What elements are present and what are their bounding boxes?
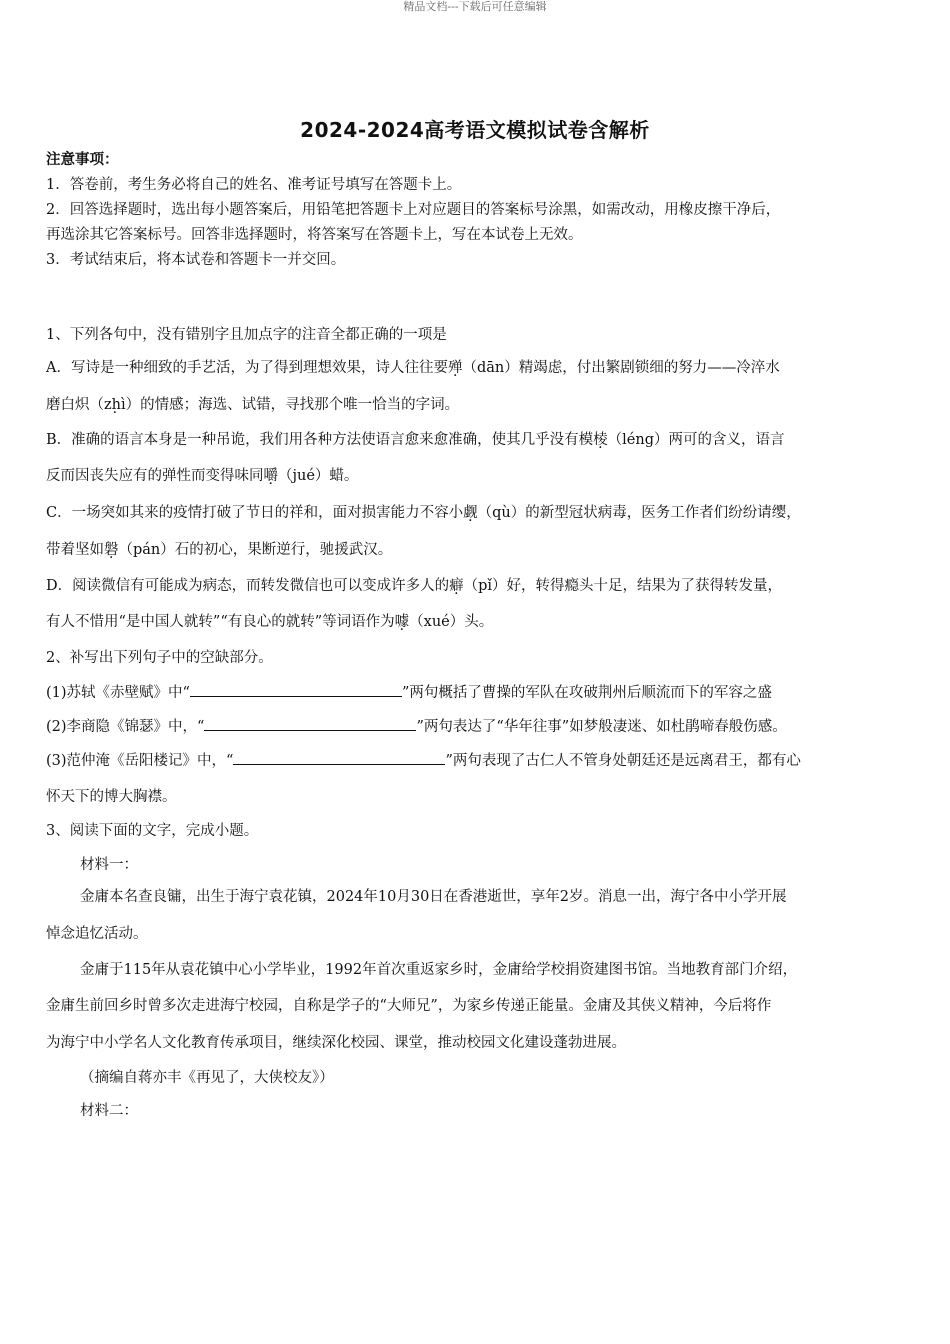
text: A．写诗是一种细致的手艺活，为了得到理想效果，诗人往往要 xyxy=(46,360,448,376)
answer-blank[interactable] xyxy=(204,716,416,731)
text: 反而因丧失应有的弹性而变得味同 xyxy=(46,468,264,484)
material-1-label: 材料一： xyxy=(80,857,138,873)
text: (2)李商隐《锦瑟》中，“ xyxy=(46,719,205,735)
q1-option-c-line2 xyxy=(46,540,392,560)
q2-stem: 2、补写出下列句子中的空缺部分。 xyxy=(46,650,273,666)
notice-item: 1．答卷前，考生务必将自己的姓名、准考证号填写在答题卡上。 xyxy=(46,177,462,193)
dotted-char: 噱 xyxy=(394,614,410,630)
q1-option-d-line2 xyxy=(46,612,493,632)
text: C．一场突如其来的疫情打破了节日的祥和，面对损害能力不容小 xyxy=(46,505,464,521)
text: （pǐ）好，转得瘾头十足，结果为了获得转发量， xyxy=(463,578,783,594)
q1-option-b-line1 xyxy=(46,430,785,450)
text: 有人不惜用“是中国人就转”“有良心的就转”等词语作为 xyxy=(46,614,395,630)
text: ”两句表达了“华年往事”如梦般凄迷、如杜鹃啼春般伤感。 xyxy=(416,719,787,735)
q1-option-b-line2 xyxy=(46,466,358,486)
text: B．准确的语言本身是一种吊诡，我们用各种方法使语言愈来愈准确，使其几乎没有模 xyxy=(46,432,594,448)
q2-item-3 xyxy=(46,750,801,771)
text: （jué）蜡。 xyxy=(278,468,359,484)
text: （qù）的新型冠状病毒，医务工作者们纷纷请缨， xyxy=(477,505,801,521)
q2-item-3-cont: 怀天下的博大胸襟。 xyxy=(46,789,177,805)
notice-heading: 注意事项： xyxy=(46,151,119,168)
notice-item: 2．回答选择题时，选出每小题答案后，用铅笔把答题卡上对应题目的答案标号涂黑，如需改动，用橡皮擦干净后， xyxy=(46,202,781,218)
notice-item: 3．考试结束后，将本试卷和答题卡一并交回。 xyxy=(46,252,346,268)
q2-item-1 xyxy=(46,682,772,703)
material-1-source: （摘编自蒋亦丰《再见了，大侠校友》） xyxy=(80,1070,334,1086)
text: ）的情感；海选、试错，寻找那个唯一恰当的字词。 xyxy=(125,397,460,413)
text: （dān）精竭虑，付出繁剧锁细的努力——冷淬水 xyxy=(462,360,780,376)
text: （xué）头。 xyxy=(409,614,494,630)
dotted-char: zhì · xyxy=(104,397,126,413)
text: D．阅读微信有可能成为病态，而转发微信也可以变成许多人的 xyxy=(46,578,450,594)
text: （pán）石的初心，果断逆行，驰援武汉。 xyxy=(118,542,393,558)
q1-stem: 1、下列各句中，没有错别字且加点字的注音全都正确的一项是 xyxy=(46,327,447,343)
dotted-char: 癖 xyxy=(449,578,464,594)
text: ”两句表现了古仁人不管身处朝廷还是远离君王，都有心 xyxy=(445,753,801,769)
dotted-char: 觑 xyxy=(463,505,478,521)
answer-blank[interactable] xyxy=(190,682,402,697)
q1-option-a-line2 xyxy=(46,395,459,415)
material-1-para1: 金庸本名查良镛，出生于海宁袁花镇，2024年10月30日在香港逝世，享年2岁。消息一出，海宁各中小学开展 xyxy=(80,889,787,905)
q2-item-2 xyxy=(46,716,787,737)
material-1-para2: 金庸生前回乡时曾多次走进海宁校园，自称是学子的“大师兄”，为家乡传递正能量。金庸及其侠义精神，今后将作 xyxy=(46,998,772,1014)
notice-item: 再选涂其它答案标号。回答非选择题时，将答案写在答题卡上，写在本试卷上无效。 xyxy=(46,227,583,243)
text: 磨白炽（ xyxy=(46,397,104,413)
text: (1)苏轼《赤壁赋》中“ xyxy=(46,685,190,701)
q1-option-d-line1 xyxy=(46,576,782,596)
header-note: 精品文档---下载后可任意编辑 xyxy=(403,0,547,13)
dotted-char: 殚 xyxy=(447,360,463,376)
answer-blank[interactable] xyxy=(233,750,445,765)
material-2-label: 材料二： xyxy=(80,1103,138,1119)
page-title: 2024-2024高考语文模拟试卷含解析 xyxy=(300,118,650,142)
text: 带着坚如 xyxy=(46,542,104,558)
dotted-char: 棱 xyxy=(593,432,608,448)
q1-option-a-line1 xyxy=(46,358,780,378)
material-1-para1: 悼念追忆活动。 xyxy=(46,926,148,942)
dotted-char: 磐 xyxy=(104,542,119,558)
material-1-para2: 金庸于115年从袁花镇中心小学毕业，1992年首次重返家乡时，金庸给学校捐资建图书馆。当地教育部门介绍， xyxy=(80,962,798,978)
q3-stem: 3、阅读下面的文字，完成小题。 xyxy=(46,823,259,839)
material-1-para2: 为海宁中小学名人文化教育传承项目，继续深化校园、课堂，推动校园文化建设蓬勃进展。 xyxy=(46,1035,626,1051)
text: （léng）两可的含义，语言 xyxy=(607,432,785,448)
q1-option-c-line1 xyxy=(46,503,801,523)
text: ”两句概括了曹操的军队在攻破荆州后顺流而下的军容之盛 xyxy=(401,685,772,701)
dotted-char: 嚼 xyxy=(263,468,278,484)
text: (3)范仲淹《岳阳楼记》中，“ xyxy=(46,753,234,769)
